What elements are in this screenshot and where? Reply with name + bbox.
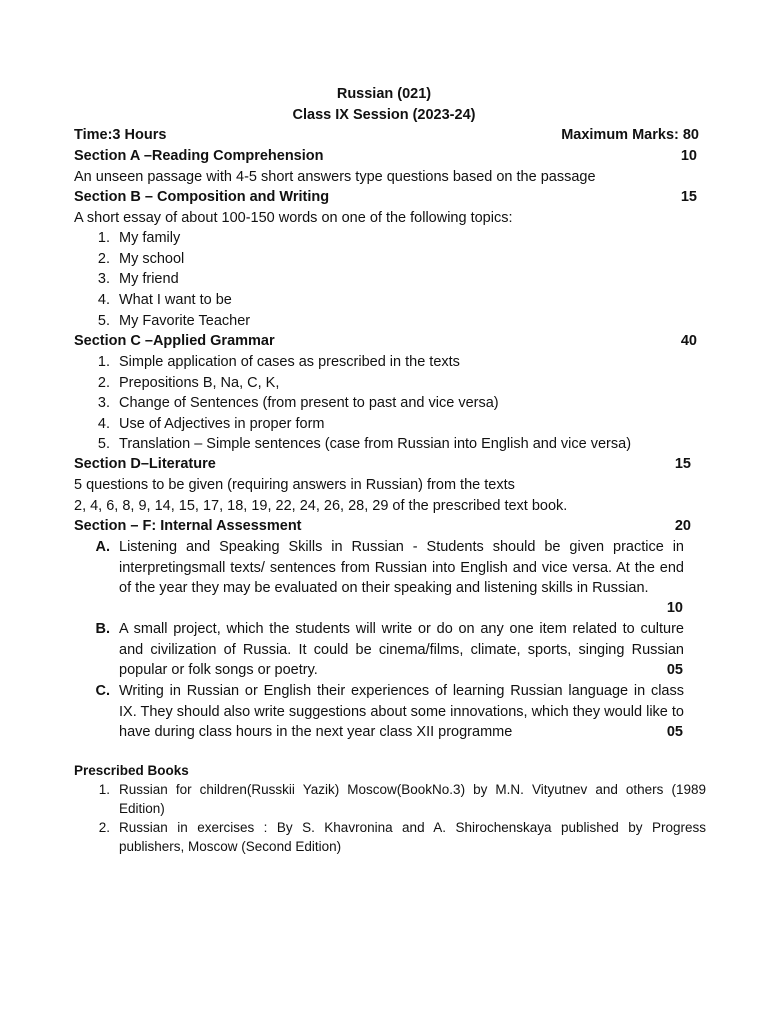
section-f-heading: Section – F: Internal Assessment [74,518,302,534]
list-item: My family [119,230,181,246]
list-item: Listening and Speaking Skills in Russian - Students should be given practice in interpretingsmall texts/ sentences from Russian into English and vice versa. At the end of the year they may be evaluated on their speaking and listening skills in Russian. [119,539,684,596]
list-item-number: 5. [97,436,110,452]
list-item-number: 2. [97,375,110,391]
section-c-heading: Section C –Applied Grammar [74,333,275,349]
item-marks: 10 [666,600,683,616]
doc-subtitle: Class IX Session (2023-24) [292,107,476,123]
list-item: Use of Adjectives in proper form [119,416,325,432]
section-a-heading: Section A –Reading Comprehension [74,148,324,164]
item-marks: 05 [666,724,683,740]
list-item-number: 3. [97,271,110,287]
list-item-number: 2. [97,251,110,267]
list-item: My school [119,251,185,267]
section-b-text: A short essay of about 100-150 words on one of the following topics: [74,210,513,226]
list-item-number: 3. [97,395,110,411]
list-item: Simple application of cases as prescribed in the texts [119,354,460,370]
max-marks-label: Maximum Marks: 80 [561,127,699,143]
list-item-number: 2. [98,820,110,835]
section-a-text: An unseen passage with 4-5 short answers type questions based on the passage [74,169,596,185]
item-marks: 05 [666,662,683,678]
list-item: Writing in Russian or English their experiences of learning Russian language in class IX. They should also write suggestions about some innovations, which they would like to have during class hours in the next year class XII programme [119,683,684,740]
list-item-number: C. [95,683,110,699]
time-label: Time:3 Hours [74,127,167,143]
list-item: Russian in exercises : By S. Khavronina and A. Shirochenskaya published by Progress publishers, Moscow (Second Edition) [119,820,706,854]
section-d-text: 5 questions to be given (requiring answers in Russian) from the texts [74,477,515,493]
books-heading: Prescribed Books [74,763,189,778]
section-f-marks: 20 [674,518,691,534]
list-item: My Favorite Teacher [119,313,251,329]
list-item: Translation – Simple sentences (case from Russian into English and vice versa) [119,436,632,452]
list-item-number: A. [95,539,110,555]
section-b-marks: 15 [680,189,697,205]
list-item: What I want to be [119,292,232,308]
list-item: Russian for children(Russkii Yazik) Moscow(BookNo.3) by M.N. Vityutnev and others (1989 Edition) [119,782,706,816]
list-item-number: 4. [97,292,110,308]
list-item: A small project, which the students will write or do on any one item related to culture and civilization of Russia. It could be cinema/films, climate, sports, singing Russian popular or folk songs or poetry. [119,621,684,678]
section-c-marks: 40 [680,333,697,349]
section-a-marks: 10 [680,148,697,164]
list-item-number: 4. [97,416,110,432]
section-d-heading: Section D–Literature [74,456,216,472]
list-item-number: B. [95,621,110,637]
section-b-heading: Section B – Composition and Writing [74,189,330,205]
list-item-number: 1. [97,230,110,246]
doc-title: Russian (021) [336,86,432,102]
section-d-text: 2, 4, 6, 8, 9, 14, 15, 17, 18, 19, 22, 24, 26, 28, 29 of the prescribed text book. [74,498,568,514]
section-d-marks: 15 [674,456,691,472]
list-item-number: 5. [97,313,110,329]
list-item: Prepositions B, Na, C, K, [119,375,280,391]
list-item: My friend [119,271,179,287]
list-item: Change of Sentences (from present to past and vice versa) [119,395,499,411]
list-item-number: 1. [98,782,110,797]
list-item-number: 1. [97,354,110,370]
